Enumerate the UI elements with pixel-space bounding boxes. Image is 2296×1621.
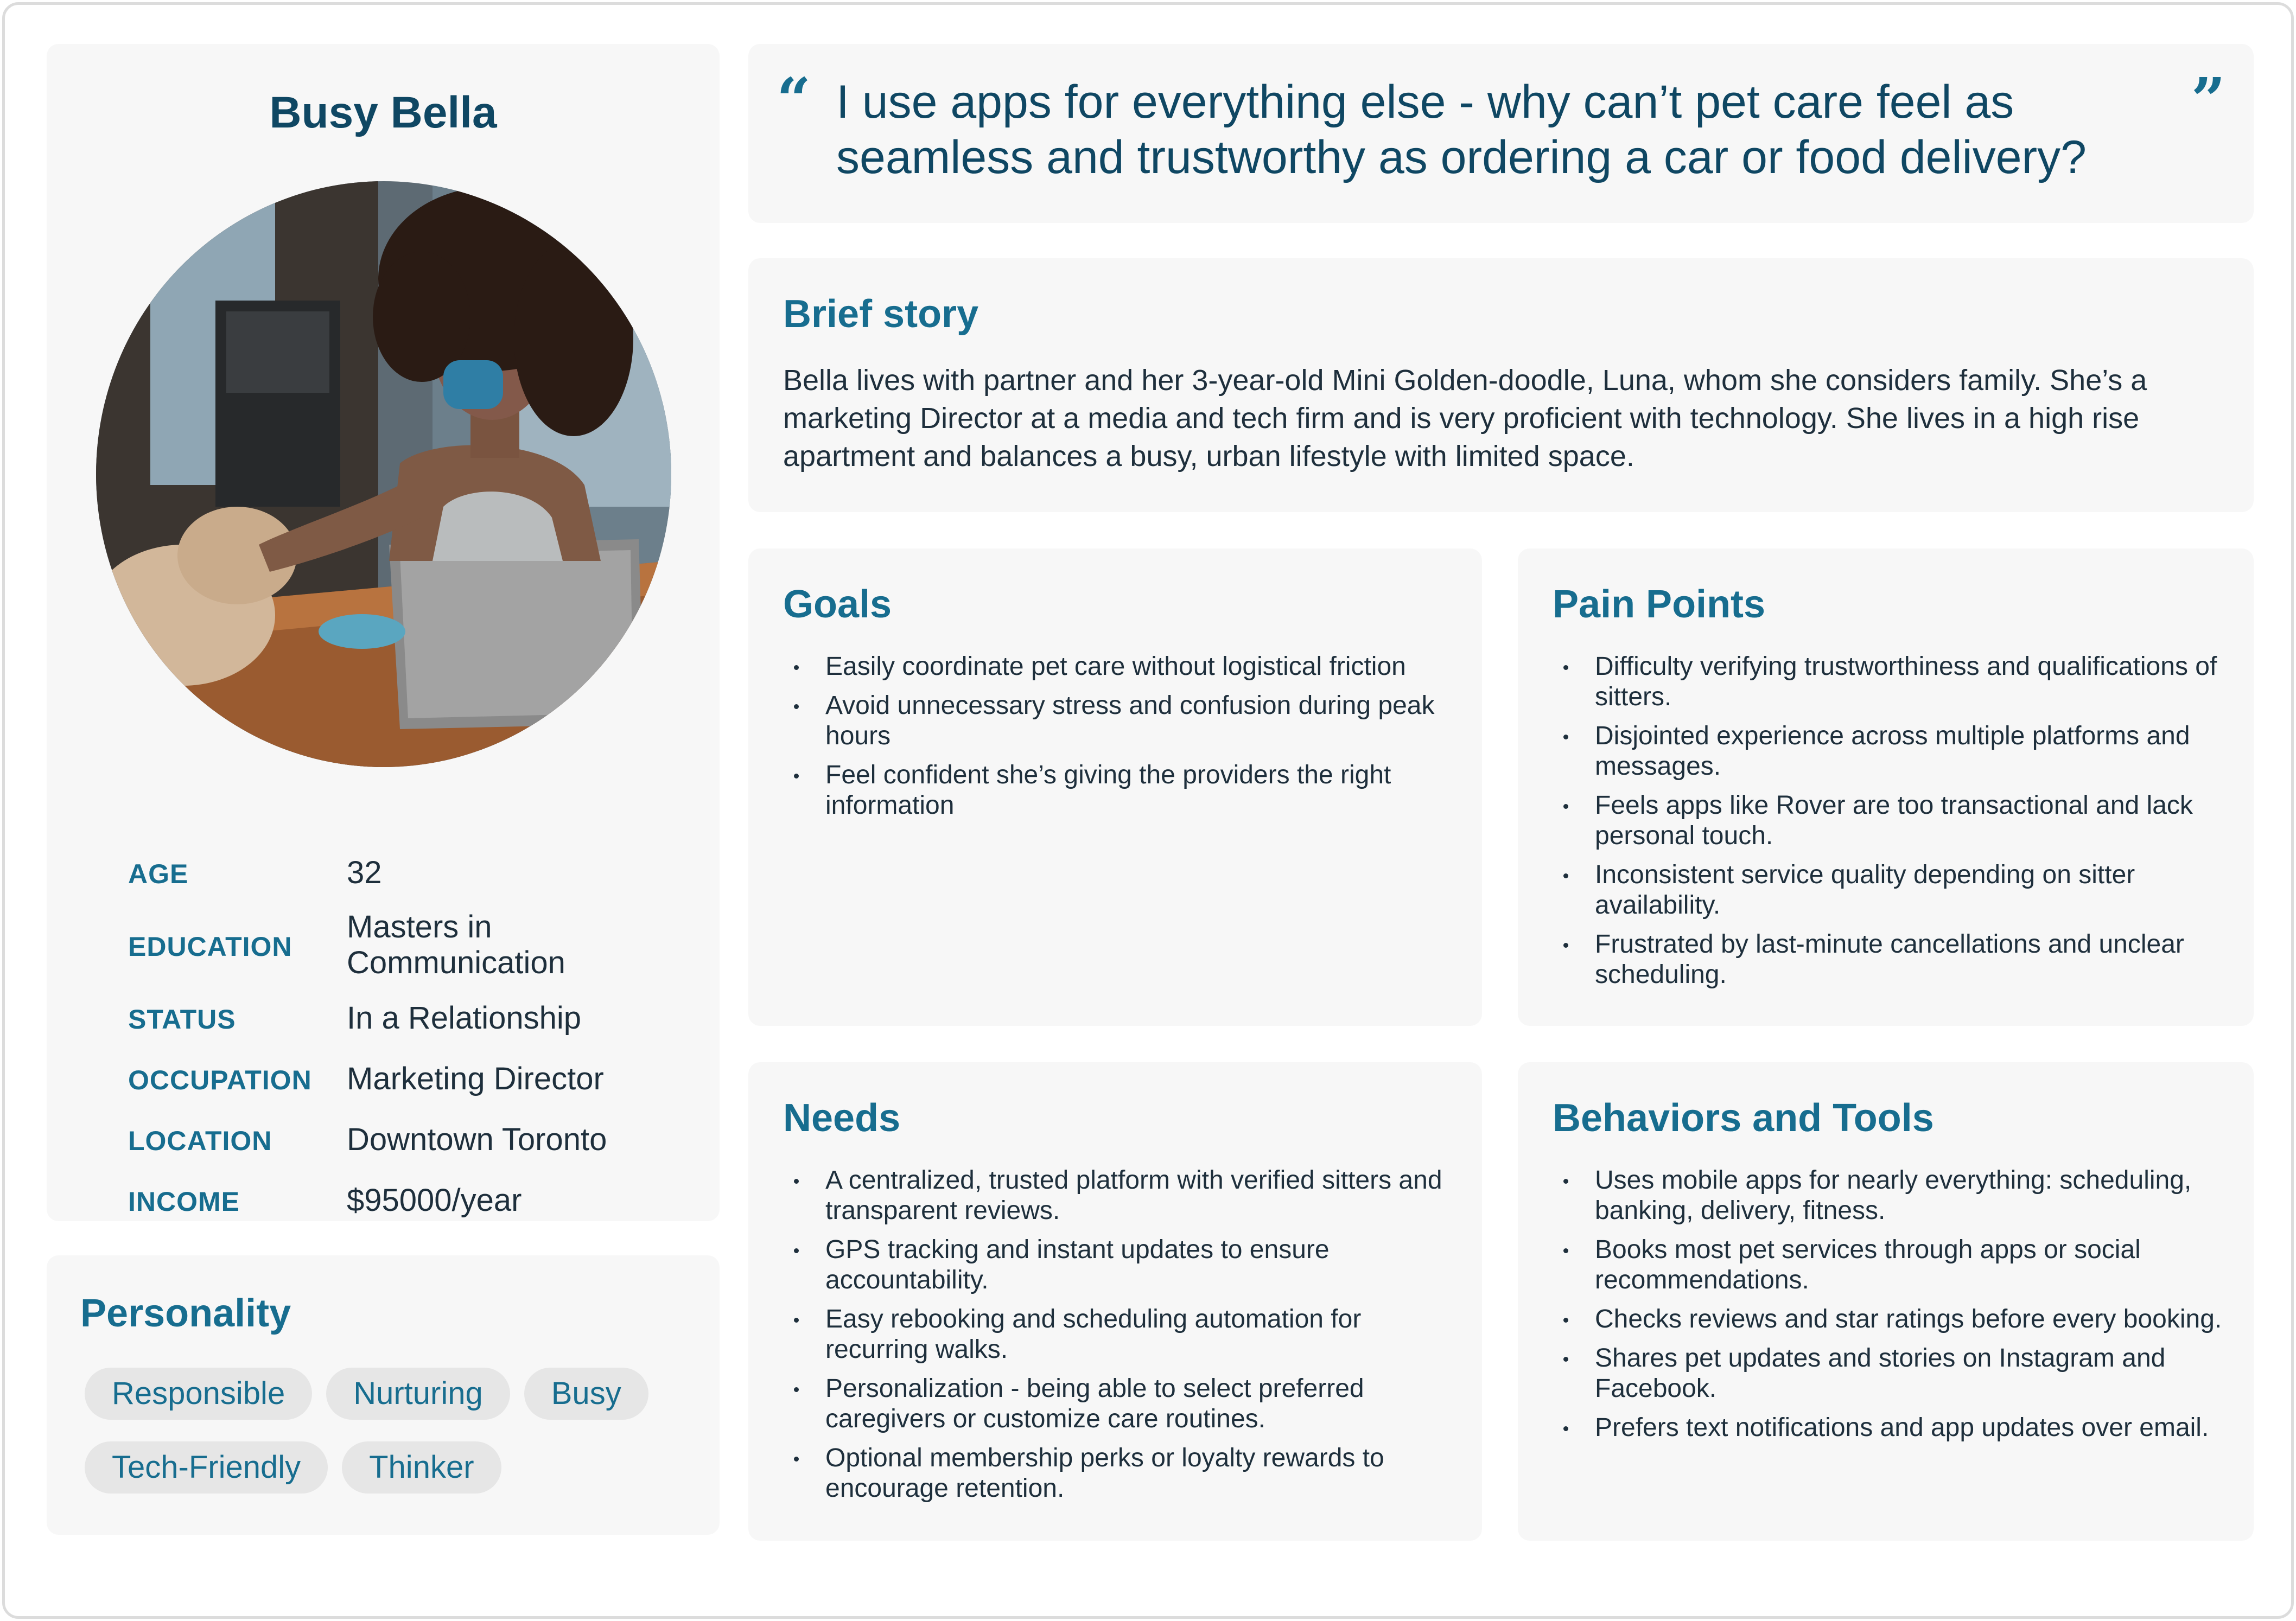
list-item: Avoid unnecessary stress and confusion during peak hours <box>787 691 1455 751</box>
list-item: Disjointed experience across multiple platforms and messages. <box>1557 721 2224 782</box>
list-item: Personalization - being able to select preferred caregivers or customize care routines. <box>787 1374 1455 1434</box>
fact-label: STATUS <box>128 1004 236 1035</box>
fact-value: $95000/year <box>347 1183 522 1218</box>
goals-card <box>748 548 1482 1026</box>
list-item: Feel confident she’s giving the providers the right information <box>787 760 1455 821</box>
personality-card <box>47 1255 720 1535</box>
list-item: A centralized, trusted platform with verified sitters and transparent reviews. <box>787 1165 1455 1226</box>
list-item: Difficulty verifying trustworthiness and qualifications of sitters. <box>1557 652 2224 712</box>
fact-label: EDUCATION <box>128 931 292 962</box>
personality-traits <box>85 1368 692 1494</box>
fact-value: Masters in Communication <box>347 909 565 980</box>
story-text: Bella lives with partner and her 3-year-old Mini Golden-doodle, Luna, whom she considers family. She’s a marketing Director at a media and tech firm and is very proficient with technology. She lives in a high rise apartment and balances a busy, urban lifestyle with limited space. <box>783 364 2147 473</box>
story-card <box>748 258 2254 512</box>
quote-card <box>748 44 2254 223</box>
list-item: Optional membership perks or loyalty rewards to encourage retention. <box>787 1443 1455 1504</box>
pain-points-title: Pain Points <box>1553 583 1766 626</box>
behaviors-card <box>1518 1062 2254 1541</box>
list-item: GPS tracking and instant updates to ensure accountability. <box>787 1235 1455 1295</box>
fact-label: AGE <box>128 859 189 889</box>
persona-photo <box>96 181 671 767</box>
list-item: Shares pet updates and stories on Instagram and Facebook. <box>1557 1343 2224 1404</box>
story-title: Brief story <box>783 292 979 336</box>
persona-name: Busy Bella <box>269 88 497 137</box>
goals-title: Goals <box>783 583 892 626</box>
goals-list <box>787 652 1455 829</box>
close-quote-icon: ” <box>2191 65 2225 135</box>
fact-value: Marketing Director <box>347 1061 604 1096</box>
fact-label: INCOME <box>128 1186 240 1217</box>
pain-points-card <box>1518 548 2254 1026</box>
trait-chip: Busy <box>524 1368 648 1420</box>
fact-label: OCCUPATION <box>128 1065 312 1095</box>
needs-card <box>748 1062 1482 1541</box>
trait-chip: Responsible <box>85 1368 312 1420</box>
list-item: Uses mobile apps for nearly everything: scheduling, banking, delivery, fitness. <box>1557 1165 2224 1226</box>
list-item: Frustrated by last-minute cancellations and unclear scheduling. <box>1557 929 2224 990</box>
persona-quote: I use apps for everything else - why can’t pet care feel as seamless and trustworthy as ordering a car or food delivery? <box>836 76 2087 183</box>
list-item: Easy rebooking and scheduling automation for recurring walks. <box>787 1304 1455 1365</box>
list-item: Feels apps like Rover are too transactional and lack personal touch. <box>1557 790 2224 851</box>
list-item: Prefers text notifications and app updates over email. <box>1557 1413 2224 1443</box>
profile-card <box>47 44 720 1221</box>
list-item: Inconsistent service quality depending on sitter availability. <box>1557 860 2224 921</box>
pain-points-list <box>1557 652 2224 999</box>
list-item: Easily coordinate pet care without logistical friction <box>787 652 1455 682</box>
list-item: Checks reviews and star ratings before every booking. <box>1557 1304 2224 1335</box>
needs-title: Needs <box>783 1096 901 1140</box>
behaviors-list <box>1557 1165 2224 1452</box>
needs-list <box>787 1165 1455 1512</box>
fact-value: 32 <box>347 855 382 890</box>
trait-chip: Thinker <box>342 1441 501 1494</box>
trait-chip: Tech-Friendly <box>85 1441 328 1494</box>
list-item: Books most pet services through apps or social recommendations. <box>1557 1235 2224 1295</box>
fact-value: Downtown Toronto <box>347 1122 607 1157</box>
trait-chip: Nurturing <box>326 1368 510 1420</box>
personality-title: Personality <box>80 1292 291 1335</box>
fact-label: LOCATION <box>128 1126 272 1156</box>
open-quote-icon: “ <box>777 65 811 135</box>
fact-value: In a Relationship <box>347 1000 582 1036</box>
behaviors-title: Behaviors and Tools <box>1553 1096 1934 1140</box>
